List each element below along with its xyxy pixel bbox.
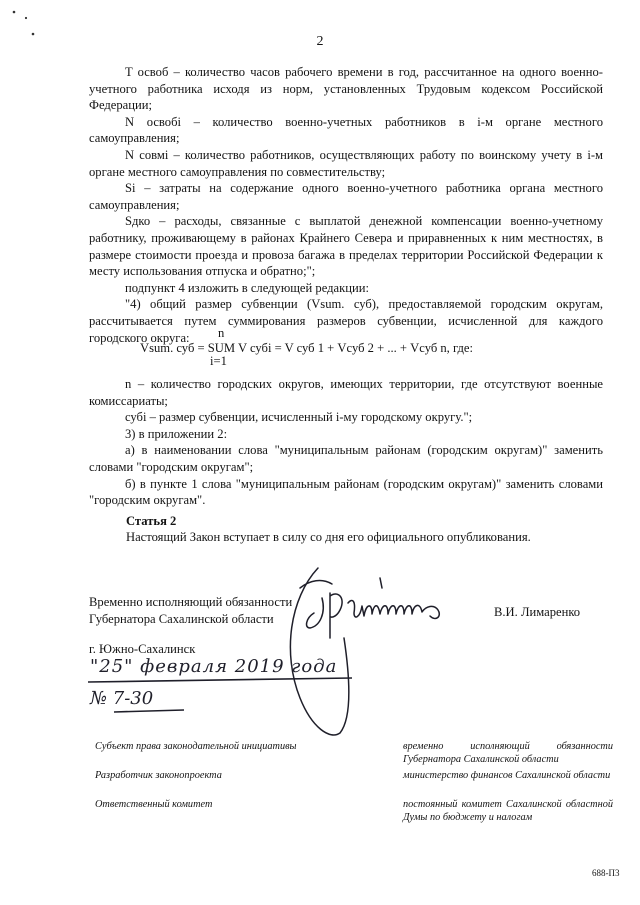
footer-value: министерство финансов Сахалинской области: [403, 770, 611, 781]
document-code: 688-П3: [592, 868, 620, 878]
footer-label: Разработчик законопроекта: [95, 770, 222, 781]
handwritten-number: [88, 688, 188, 721]
position-line: Губернатора Сахалинской области: [89, 611, 274, 626]
position-line: Временно исполняющий обязанности: [89, 595, 293, 609]
footer-value: временно исполняющий обязанности Губернатора Сахалинской области: [403, 741, 613, 765]
article-text: Настоящий Закон вступает в силу со дня его официального опубликования.: [126, 530, 531, 544]
paragraph: б) в пункте 1 слова "муниципальным районам (городским округам)" заменить словами "городским округам".: [89, 476, 603, 508]
paragraph: а) в наименовании слова "муниципальным районам (городским округам)" заменить словами "городским округам";: [89, 443, 603, 474]
paragraph: субi – размер субвенции, исчисленный i-му городскому округу.";: [125, 410, 473, 425]
paragraph: "4) общий размер субвенции (Vsum. суб), предоставляемой городским округам, рассчитывается путем суммирования размеров субвенции, исчисленной для каждого городского округа:: [89, 297, 603, 345]
paragraph: n – количество городских округов, имеющих территории, где отсутствуют военные комиссариаты;: [89, 377, 603, 408]
footer-value: постоянный комитет Сахалинской областной Думы по бюджету и налогам: [403, 799, 613, 823]
paragraph: N освобi – количество военно-учетных работников в i-м органе местного самоуправления;: [89, 114, 603, 146]
page-number: 2: [316, 34, 324, 49]
body-text-after-formula: [89, 376, 603, 509]
article-title: Статья 2: [126, 514, 177, 528]
signatory-name: В.И. Лимаренко: [494, 605, 581, 619]
date-text: "25" февраля 2019 года: [90, 656, 338, 677]
handwritten-signature: [260, 558, 480, 748]
paragraph: 3) в приложении 2:: [125, 426, 228, 441]
paragraph: T освоб – количество часов рабочего времени в год, рассчитанное на одного военно-учетного работника исходя из норм, установленных Трудовым кодексом Российской Федерации;: [89, 65, 603, 113]
city: г. Южно-Сахалинск: [89, 642, 196, 656]
paragraph: подпункт 4 изложить в следующей редакции:: [125, 280, 369, 295]
formula-upper-limit: n: [218, 326, 225, 340]
paragraph: Sдко – расходы, связанные с выплатой денежной компенсации военно-учетному работнику, проживающему в районах Крайнего Севера и приравненных к ним местностях, в размере стоимости проезда и провоза багажа в пределах территории Российской Федерации к месту использования отпуска и обратно;";: [89, 214, 603, 279]
paragraph: Si – затраты на содержание одного военно-учетного работника органа местного самоуправления;: [89, 181, 603, 212]
formula-lower-limit: i=1: [210, 354, 227, 368]
paragraph: N совмi – количество работников, осуществляющих работу по воинскому учету в i-м органе местного самоуправления по совместительству;: [89, 147, 603, 179]
footer-label: Ответственный комитет: [95, 799, 213, 810]
body-text: [89, 64, 603, 346]
formula-expression: Vsum. суб = SUM V субi = V суб 1 + Vсуб 2 + ... + Vсуб n, где:: [140, 341, 474, 355]
footer-label: Субъект права законодательной инициативы: [95, 741, 297, 752]
number-text: № 7-30: [90, 688, 154, 709]
